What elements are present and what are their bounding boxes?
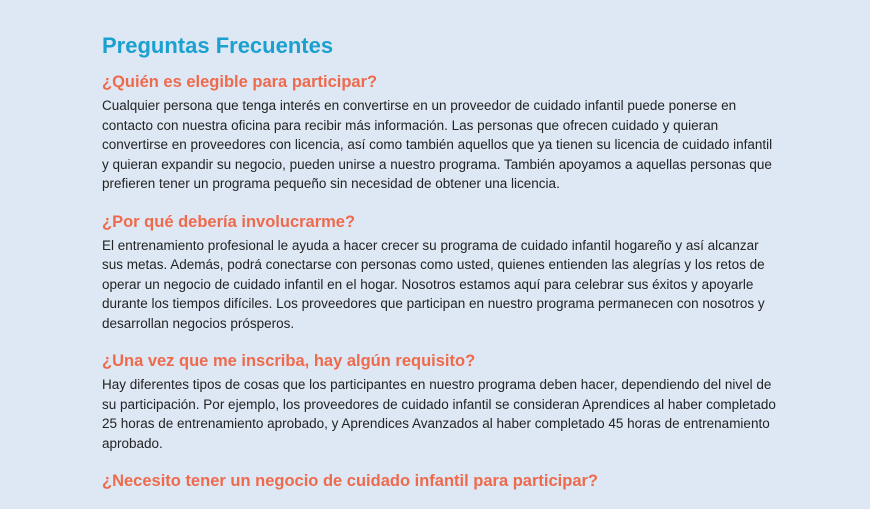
faq-question: ¿Una vez que me inscriba, hay algún requisito? bbox=[102, 352, 476, 370]
page-title: Preguntas Frecuentes bbox=[102, 33, 334, 58]
faq-question: ¿Por qué debería involucrarme? bbox=[102, 212, 356, 231]
faq-item bbox=[102, 350, 782, 453]
faq-item bbox=[102, 71, 782, 194]
faq-question: ¿Quién es elegible para participar? bbox=[102, 73, 378, 91]
faq-question: ¿Necesito tener un negocio de cuidado infantil para participar? bbox=[102, 472, 598, 490]
faq-answer: Hay diferentes tipos de cosas que los participantes en nuestro programa deben hacer, dependiendo del nivel de su participación. Por ejemplo, los proveedores de cuidado infantil se consideran Aprendices al haber completado 25 horas de entrenamiento aprobado, y Aprendices Avanzados al haber completado 45 horas de entrenamiento aprobado. bbox=[102, 377, 776, 451]
faq-answer: Cualquier persona que tenga interés en convertirse en un proveedor de cuidado infantil puede ponerse en contacto con nuestra oficina para recibir más información. Las personas que ofrecen cuidado y quieran convertirse en proveedores con licencia, así como también aquellos que ya tienen su licencia de cuidado infantil y quieran expandir su negocio, pueden unirse a nuestro programa. También apoyamos a aquellas personas que prefieren tener un programa pequeño sin necesidad de obtener una licencia. bbox=[102, 98, 773, 191]
faq-item bbox=[102, 470, 782, 492]
faq-item bbox=[102, 211, 782, 334]
faq-document bbox=[102, 30, 782, 509]
faq-answer: El entrenamiento profesional le ayuda a hacer crecer su programa de cuidado infantil hogareño y así alcanzar sus metas. Además, podrá conectarse con personas como usted, quienes entienden las alegrías y los retos de operar un negocio de cuidado infantil en el hogar. Nosotros estamos aquí para celebrar sus éxitos y apoyarle durante los tiempos difíciles. Los proveedores que participan en nuestro programa permanecen con nosotros y desarrollan negocios prósperos. bbox=[102, 237, 765, 331]
